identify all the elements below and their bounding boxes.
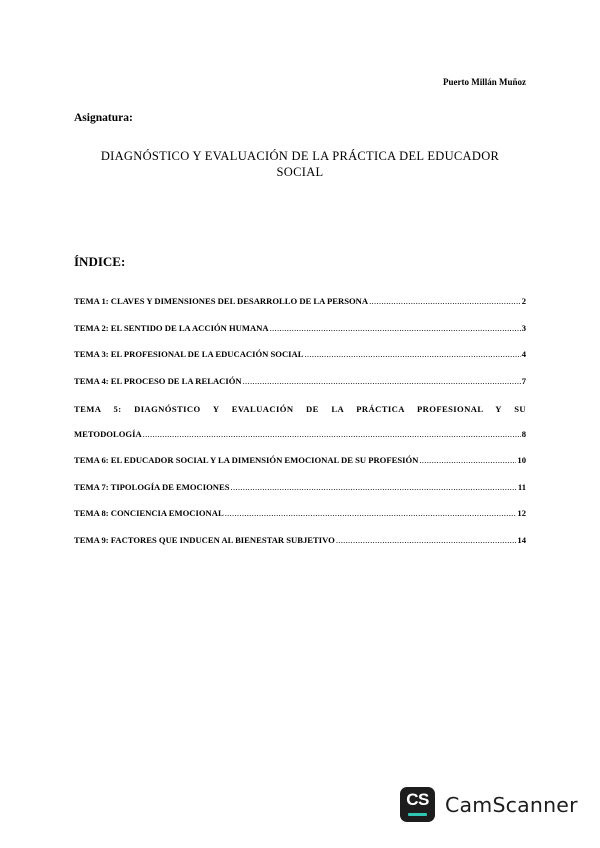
toc-entry-page: 4 <box>521 349 526 359</box>
toc-leader-dots <box>419 455 516 465</box>
toc-entry-page: 12 <box>517 508 526 518</box>
toc-leader-dots <box>143 429 521 439</box>
toc-entry-title: TEMA 2: EL SENTIDO DE LA ACCIÓN HUMANA <box>74 322 269 333</box>
toc-entry-line2 <box>74 429 526 456</box>
toc-entry-title: TEMA 6: EL EDUCADOR SOCIAL Y LA DIMENSIÓN EMOCIONAL DE SU PROFESIÓN <box>74 455 419 465</box>
toc-entry-page: 7 <box>521 375 526 386</box>
toc-entry-page: 10 <box>517 455 526 465</box>
toc-entry-page: 8 <box>521 428 526 439</box>
document-title <box>74 148 526 180</box>
toc-leader-dots <box>336 535 517 545</box>
subject-label: Asignatura: <box>74 112 133 124</box>
toc-leader-dots <box>225 508 517 518</box>
toc-entry-4[interactable] <box>74 376 526 403</box>
camscanner-logo-bar <box>408 813 427 816</box>
toc-entry-title: TEMA 3: EL PROFESIONAL DE LA EDUCACIÓN SOCIAL <box>74 349 304 359</box>
toc-entry-title-line2: METODOLOGÍA <box>74 428 142 439</box>
camscanner-logo-text: CS <box>406 790 429 809</box>
toc-leader-dots <box>304 349 520 359</box>
toc-entry-title: TEMA 7: TIPOLOGÍA DE EMOCIONES <box>74 481 230 492</box>
toc-entry-title: TEMA 8: CONCIENCIA EMOCIONAL <box>74 508 224 518</box>
index-heading: ÍNDICE: <box>74 254 126 269</box>
toc-entry-title: TEMA 9: FACTORES QUE INDUCEN AL BIENESTAR SUBJETIVO <box>74 534 335 545</box>
toc-entry-page: 14 <box>517 534 526 545</box>
toc-entry-title-line1: TEMA 5: DIAGNÓSTICO Y EVALUACIÓN DE LA PRÁCTICA PROFESIONAL Y SU <box>74 404 526 414</box>
toc-entry-3[interactable] <box>74 349 526 376</box>
camscanner-brand-name: CamScanner <box>445 792 578 817</box>
toc-entry-6[interactable] <box>74 455 526 482</box>
toc-leader-dots <box>243 376 521 386</box>
camscanner-logo-icon <box>400 787 435 822</box>
toc-leader-dots <box>369 296 521 306</box>
document-title-line2: SOCIAL <box>276 165 324 179</box>
toc-leader-dots <box>231 482 517 492</box>
toc-entry-7[interactable] <box>74 482 526 509</box>
camscanner-watermark <box>400 787 578 822</box>
toc-entry-1[interactable] <box>74 296 526 323</box>
toc-entry-title: TEMA 4: EL PROCESO DE LA RELACIÓN <box>74 375 242 386</box>
toc-entry-9[interactable] <box>74 535 526 562</box>
toc-entry-8[interactable] <box>74 508 526 535</box>
toc-entry-page: 11 <box>517 481 526 492</box>
toc-leader-dots <box>270 323 521 333</box>
toc-entry-2[interactable] <box>74 323 526 350</box>
document-title-line1: DIAGNÓSTICO Y EVALUACIÓN DE LA PRÁCTICA DEL EDUCADOR <box>100 149 500 163</box>
author-name: Puerto Millán Muñoz <box>443 77 526 87</box>
table-of-contents <box>74 296 526 561</box>
toc-entry-5[interactable] <box>74 402 526 455</box>
toc-entry-page: 2 <box>521 296 526 306</box>
toc-entry-page: 3 <box>521 322 526 333</box>
toc-entry-title: TEMA 1: CLAVES Y DIMENSIONES DEL DESARROLLO DE LA PERSONA <box>74 296 369 306</box>
